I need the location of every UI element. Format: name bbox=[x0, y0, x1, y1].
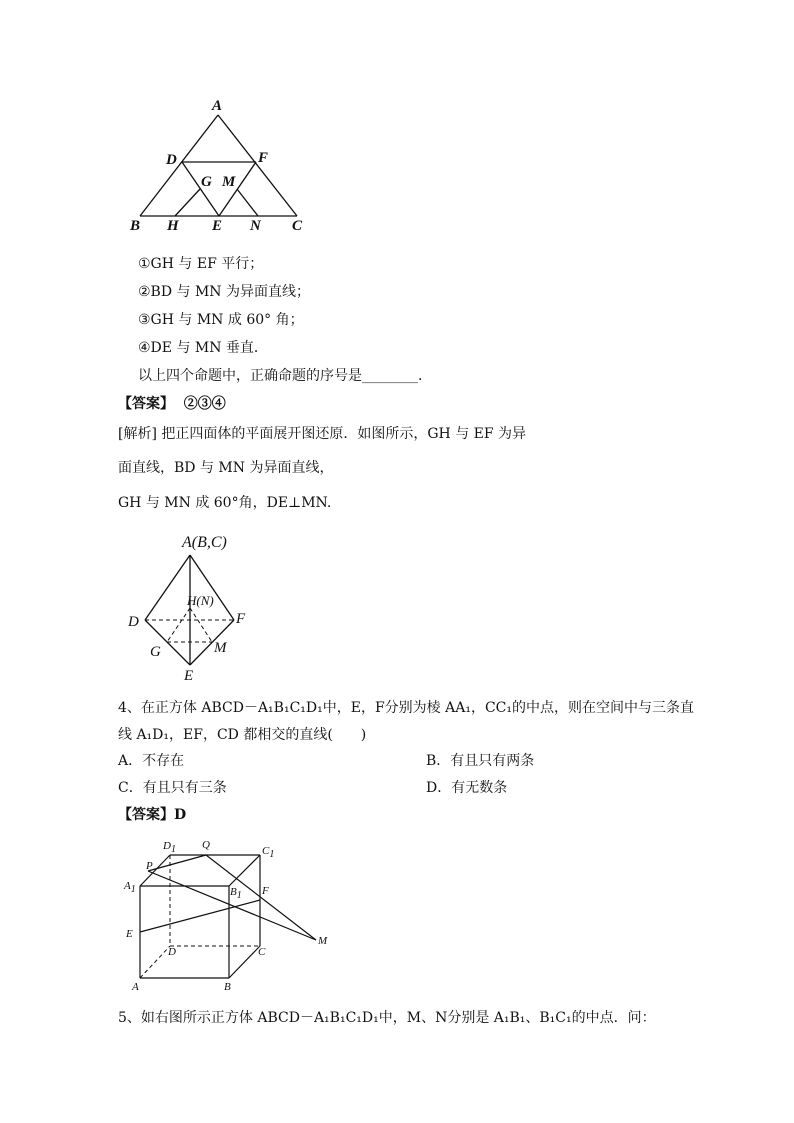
label-H: H bbox=[167, 218, 179, 234]
label-C: C bbox=[292, 218, 303, 234]
label-F2: F bbox=[236, 611, 246, 627]
analysis-line-2: 面直线，BD 与 MN 为异面直线， bbox=[118, 460, 334, 476]
label-M: M bbox=[222, 174, 236, 190]
hidden-A-D bbox=[140, 946, 170, 978]
label-B: B bbox=[130, 218, 141, 234]
label-B3: B bbox=[224, 981, 231, 993]
label-E2: E bbox=[184, 668, 194, 684]
answer-tag: 【答案】 bbox=[118, 396, 174, 412]
sub: 1 bbox=[130, 884, 136, 895]
label-B1 bbox=[230, 886, 242, 901]
label-B1-letter: B bbox=[230, 886, 237, 898]
sub: 1 bbox=[236, 890, 242, 901]
label-P: P bbox=[146, 860, 153, 872]
sub: 1 bbox=[170, 844, 176, 855]
edge-B1-C1 bbox=[229, 855, 260, 886]
label-C1 bbox=[262, 845, 274, 860]
q4-line-1: 4、在正方体 ABCD－A₁B₁C₁D₁中，E，F分别为棱 AA₁，CC₁的中点，则在空间中与三条直 bbox=[118, 700, 694, 716]
label-H-N: H(N) bbox=[187, 593, 214, 608]
label-N: N bbox=[250, 218, 261, 234]
label-D3: D bbox=[168, 946, 176, 958]
q4-line-2: 线 A₁D₁，EF，CD 都相交的直线( ) bbox=[118, 727, 367, 743]
label-G2: G bbox=[150, 644, 161, 660]
analysis-line-1: [解析] 把正四面体的平面展开图还原．如图所示，GH 与 EF 为异 bbox=[118, 426, 527, 442]
label-E: E bbox=[212, 218, 223, 234]
question-line: 以上四个命题中，正确命题的序号是________． bbox=[138, 368, 432, 384]
label-G: G bbox=[201, 174, 212, 190]
label-D2: D bbox=[128, 614, 139, 630]
label-F: F bbox=[258, 150, 269, 166]
line-E-F bbox=[140, 900, 260, 932]
label-A3: A bbox=[132, 981, 139, 993]
q4-option-a: A．不存在 bbox=[118, 753, 185, 769]
q4-option-d: D．有无数条 bbox=[426, 780, 508, 796]
label-A1-letter: A bbox=[124, 880, 131, 892]
label-M2: M bbox=[214, 640, 227, 656]
label-A: A bbox=[212, 98, 223, 114]
answer-value: ②③④ bbox=[183, 396, 226, 412]
proposition-2: ②BD 与 MN 为异面直线； bbox=[138, 284, 310, 300]
q4-option-b: B．有且只有两条 bbox=[426, 753, 535, 769]
label-F3: F bbox=[262, 885, 269, 897]
label-D: D bbox=[166, 152, 177, 168]
line-P-M bbox=[148, 871, 316, 940]
proposition-4: ④DE 与 MN 垂直． bbox=[138, 340, 268, 356]
q4-answer: 【答案】D bbox=[118, 807, 187, 823]
q5-line: 5、如右图所示正方体 ABCD－A₁B₁C₁D₁中，M、N分别是 A₁B₁、B₁C₁的中点．问： bbox=[118, 1010, 656, 1026]
label-D1 bbox=[163, 840, 176, 855]
edge-B-C bbox=[229, 946, 260, 978]
edge-A1-D1 bbox=[140, 855, 170, 886]
proposition-1: ①GH 与 EF 平行； bbox=[138, 256, 264, 272]
label-D1-letter: D bbox=[163, 840, 171, 852]
label-A-B-C: A(B,C) bbox=[182, 534, 227, 551]
label-Q: Q bbox=[202, 839, 210, 851]
sub: 1 bbox=[269, 849, 275, 860]
label-M3: M bbox=[318, 935, 328, 947]
analysis-line-3: GH 与 MN 成 60°角，DE⊥MN. bbox=[118, 495, 332, 511]
label-A1 bbox=[124, 880, 136, 895]
label-C3: C bbox=[258, 946, 266, 958]
label-C1-letter: C bbox=[262, 845, 270, 857]
q4-option-c: C．有且只有三条 bbox=[118, 780, 227, 796]
proposition-3: ③GH 与 MN 成 60° 角； bbox=[138, 312, 304, 328]
line-Q-M bbox=[206, 855, 316, 940]
line-P-Q bbox=[148, 855, 206, 871]
label-E3: E bbox=[126, 928, 133, 940]
